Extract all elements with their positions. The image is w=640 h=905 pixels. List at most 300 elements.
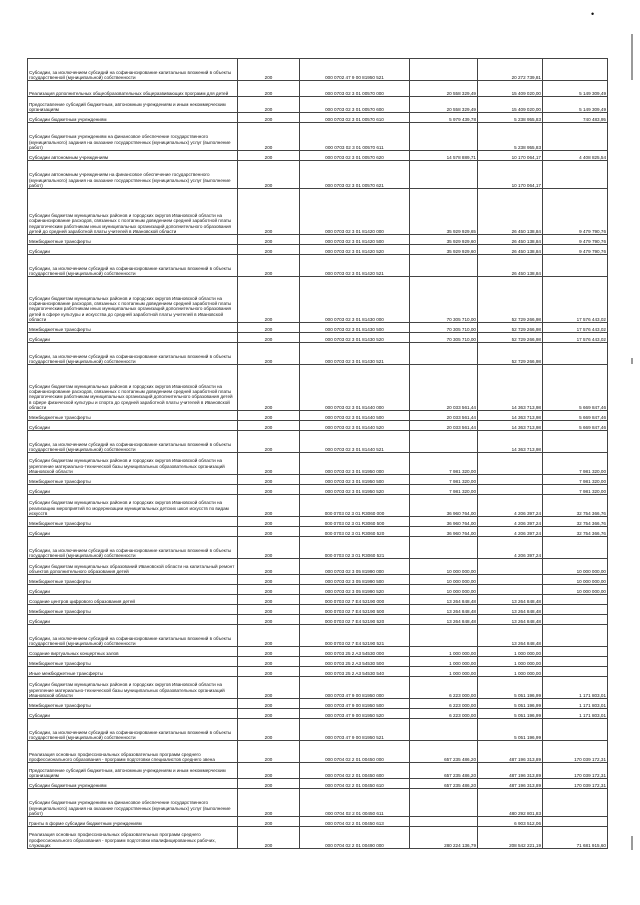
row-budget-code-cell: 000 0704 02 2 01 00450 613	[300, 817, 410, 827]
row-approved-amount-cell: 70 305 710,00	[410, 333, 478, 343]
row-remaining-amount-cell: 1 171 803,01	[543, 699, 608, 709]
table-row	[28, 763, 608, 779]
row-executed-amount-cell: 13 264 848,48	[478, 595, 543, 605]
table-row	[28, 411, 608, 421]
row-budget-code-cell: 000 0703 02 3 01 00570 610	[300, 113, 410, 123]
row-name-cell: Межбюджетные трансферты	[28, 323, 238, 333]
row-name-cell: Субсидии бюджетным учреждениям	[28, 113, 238, 123]
row-name-cell: Субсидии	[28, 709, 238, 719]
row-name-cell: Субсидии автономным учреждениям	[28, 151, 238, 161]
row-executed-amount-cell: 5 051 196,99	[478, 677, 543, 699]
table-row	[28, 277, 608, 323]
row-approved-amount-cell: 35 929 929,60	[410, 235, 478, 245]
row-approved-amount-cell: 10 000 000,00	[410, 575, 478, 585]
table-row	[28, 161, 608, 189]
row-name-cell: Субсидии	[28, 421, 238, 431]
row-admin-code-cell: 200	[238, 81, 300, 97]
row-remaining-amount-cell: 740 483,95	[543, 113, 608, 123]
row-admin-code-cell: 200	[238, 277, 300, 323]
row-remaining-amount-cell	[543, 667, 608, 677]
row-remaining-amount-cell: 9 479 790,76	[543, 245, 608, 255]
row-remaining-amount-cell: 10 000 000,00	[543, 559, 608, 575]
row-approved-amount-cell: 280 224 136,79	[410, 827, 478, 849]
row-approved-amount-cell	[410, 161, 478, 189]
row-admin-code-cell: 200	[238, 113, 300, 123]
row-name-cell: Иные межбюджетные трансферты	[28, 667, 238, 677]
row-admin-code-cell: 200	[238, 343, 300, 365]
row-budget-code-cell: 000 0703 02 3 01 00570 621	[300, 161, 410, 189]
row-remaining-amount-cell	[543, 59, 608, 81]
row-executed-amount-cell: 4 206 397,24	[478, 527, 543, 537]
row-budget-code-cell: 000 0703 47 9 00 81950 521	[300, 719, 410, 741]
row-admin-code-cell: 200	[238, 189, 300, 235]
row-executed-amount-cell	[478, 453, 543, 475]
row-remaining-amount-cell: 32 754 366,76	[543, 495, 608, 517]
row-name-cell: Субсидии автономным учреждениям на финансовое обеспечение государственного (муниципального) задания на оказание государственных (муниципальных) услуг (выполнение работ)	[28, 161, 238, 189]
row-budget-code-cell: 000 0704 02 2 01 00450 610	[300, 779, 410, 789]
row-admin-code-cell: 200	[238, 625, 300, 647]
table-row	[28, 625, 608, 647]
row-approved-amount-cell: 7 981 320,00	[410, 453, 478, 475]
row-admin-code-cell: 200	[238, 763, 300, 779]
row-executed-amount-cell: 20 272 739,81	[478, 59, 543, 81]
row-name-cell: Субсидии бюджетам муниципальных районов и городских округов Ивановской области на укрепление материально-технической базы муниципальных образовательных организаций Ивановской области	[28, 677, 238, 699]
row-name-cell: Субсидии	[28, 527, 238, 537]
table-row	[28, 789, 608, 817]
row-budget-code-cell: 000 0703 02 3 01 00570 000	[300, 81, 410, 97]
row-remaining-amount-cell	[543, 719, 608, 741]
row-remaining-amount-cell: 4 408 825,54	[543, 151, 608, 161]
row-admin-code-cell: 200	[238, 59, 300, 81]
row-admin-code-cell: 200	[238, 667, 300, 677]
row-name-cell: Субсидии бюджетам муниципальных районов и городских округов Ивановской области на софинансирование расходов, связанных с поэтапным доведением средней заработной платы педагогическим работникам муниципальных организаций дополнительного образования детей в сфере физической культуры и спорта до средней заработной платы учителей в Ивановской области	[28, 365, 238, 411]
row-budget-code-cell: 000 0703 02 3 05 81990 500	[300, 575, 410, 585]
row-admin-code-cell: 200	[238, 245, 300, 255]
row-executed-amount-cell: 13 264 848,48	[478, 615, 543, 625]
row-name-cell: Предоставление субсидий бюджетным, автономным учреждениям и иным некоммерческим организациям	[28, 97, 238, 113]
row-executed-amount-cell: 5 051 196,99	[478, 699, 543, 709]
row-executed-amount-cell: 26 450 138,84	[478, 245, 543, 255]
row-name-cell: Субсидии, за исключением субсидий на софинансирование капитальных вложений в объекты государственной (муниципальной) собственности	[28, 537, 238, 559]
row-name-cell: Межбюджетные трансферты	[28, 657, 238, 667]
row-name-cell: Субсидии	[28, 585, 238, 595]
row-remaining-amount-cell: 17 576 443,02	[543, 323, 608, 333]
row-name-cell: Реализация основных профессиональных образовательных программ среднего профессионального образования - программ подготовки специалистов среднего звена	[28, 741, 238, 763]
row-approved-amount-cell	[410, 817, 478, 827]
row-remaining-amount-cell	[543, 255, 608, 277]
row-admin-code-cell: 200	[238, 657, 300, 667]
page-edge-mark	[631, 836, 633, 850]
row-budget-code-cell: 000 0703 47 9 00 81950 000	[300, 677, 410, 699]
table-row	[28, 585, 608, 595]
row-admin-code-cell: 200	[238, 719, 300, 741]
row-remaining-amount-cell: 7 981 320,00	[543, 453, 608, 475]
row-approved-amount-cell	[410, 343, 478, 365]
row-executed-amount-cell: 5 051 196,99	[478, 709, 543, 719]
row-approved-amount-cell	[410, 537, 478, 559]
row-name-cell: Субсидии, за исключением субсидий на софинансирование капитальных вложений в объекты государственной (муниципальной) собственности	[28, 431, 238, 453]
row-executed-amount-cell: 208 542 221,19	[478, 827, 543, 849]
row-executed-amount-cell: 480 292 801,83	[478, 789, 543, 817]
row-remaining-amount-cell: 9 479 790,76	[543, 235, 608, 245]
row-admin-code-cell: 200	[238, 595, 300, 605]
row-admin-code-cell: 200	[238, 411, 300, 421]
row-admin-code-cell: 200	[238, 333, 300, 343]
row-remaining-amount-cell: 5 149 309,49	[543, 81, 608, 97]
row-admin-code-cell: 200	[238, 485, 300, 495]
row-remaining-amount-cell	[543, 343, 608, 365]
row-executed-amount-cell: 5 238 955,83	[478, 113, 543, 123]
row-executed-amount-cell: 13 264 848,48	[478, 605, 543, 615]
row-executed-amount-cell: 4 206 397,24	[478, 537, 543, 559]
row-remaining-amount-cell: 10 000 000,00	[543, 575, 608, 585]
row-admin-code-cell: 200	[238, 421, 300, 431]
row-admin-code-cell: 200	[238, 699, 300, 709]
row-remaining-amount-cell: 170 039 172,31	[543, 763, 608, 779]
row-remaining-amount-cell	[543, 537, 608, 559]
table-row	[28, 559, 608, 575]
row-admin-code-cell: 200	[238, 779, 300, 789]
page-corner-mark: •	[591, 9, 595, 19]
row-budget-code-cell: 000 0704 02 2 01 00450 000	[300, 741, 410, 763]
table-row	[28, 333, 608, 343]
row-approved-amount-cell: 20 558 329,49	[410, 81, 478, 97]
table-row	[28, 537, 608, 559]
table-row	[28, 517, 608, 527]
row-approved-amount-cell	[410, 719, 478, 741]
row-approved-amount-cell: 36 960 764,00	[410, 527, 478, 537]
row-approved-amount-cell: 20 033 561,44	[410, 411, 478, 421]
row-executed-amount-cell	[478, 585, 543, 595]
row-approved-amount-cell	[410, 431, 478, 453]
table-row	[28, 59, 608, 81]
row-name-cell: Межбюджетные трансферты	[28, 517, 238, 527]
table-row	[28, 817, 608, 827]
row-budget-code-cell: 000 0703 02 3 01 81440 500	[300, 411, 410, 421]
row-admin-code-cell: 200	[238, 161, 300, 189]
row-admin-code-cell: 200	[238, 827, 300, 849]
row-name-cell: Субсидии	[28, 333, 238, 343]
row-name-cell: Субсидии бюджетам муниципальных образований Ивановской области на капитальный ремонт объектов дополнительного образования детей	[28, 559, 238, 575]
row-budget-code-cell: 000 0703 02 3 01 00570 600	[300, 97, 410, 113]
row-approved-amount-cell	[410, 59, 478, 81]
row-admin-code-cell: 200	[238, 323, 300, 333]
table-row	[28, 827, 608, 849]
row-name-cell: Создание виртуальных концертных залов	[28, 647, 238, 657]
row-executed-amount-cell: 26 450 138,84	[478, 189, 543, 235]
row-remaining-amount-cell: 5 669 847,46	[543, 411, 608, 421]
table-row	[28, 97, 608, 113]
row-remaining-amount-cell: 1 171 803,01	[543, 709, 608, 719]
table-row	[28, 475, 608, 485]
row-admin-code-cell: 200	[238, 365, 300, 411]
row-approved-amount-cell: 7 981 320,00	[410, 475, 478, 485]
row-approved-amount-cell: 35 929 929,65	[410, 189, 478, 235]
table-row	[28, 453, 608, 475]
row-executed-amount-cell: 10 170 064,17	[478, 161, 543, 189]
row-name-cell: Межбюджетные трансферты	[28, 411, 238, 421]
row-name-cell: Межбюджетные трансферты	[28, 575, 238, 585]
row-budget-code-cell: 000 0704 02 2 01 00490 000	[300, 827, 410, 849]
table-body	[28, 59, 608, 849]
row-remaining-amount-cell: 32 754 366,76	[543, 527, 608, 537]
row-admin-code-cell: 200	[238, 517, 300, 527]
row-remaining-amount-cell	[543, 817, 608, 827]
table-row	[28, 485, 608, 495]
row-remaining-amount-cell: 7 981 320,00	[543, 475, 608, 485]
row-executed-amount-cell: 15 409 020,00	[478, 97, 543, 113]
table-row	[28, 343, 608, 365]
row-executed-amount-cell: 5 238 955,83	[478, 123, 543, 151]
table-row	[28, 189, 608, 235]
row-name-cell: Субсидии	[28, 245, 238, 255]
row-approved-amount-cell	[410, 789, 478, 817]
row-budget-code-cell: 000 0703 02 3 01 R3060 000	[300, 495, 410, 517]
row-executed-amount-cell: 1 000 000,00	[478, 667, 543, 677]
row-admin-code-cell: 200	[238, 255, 300, 277]
row-executed-amount-cell: 10 170 064,17	[478, 151, 543, 161]
row-executed-amount-cell: 14 363 713,98	[478, 431, 543, 453]
row-executed-amount-cell: 4 206 397,24	[478, 517, 543, 527]
row-remaining-amount-cell: 5 149 309,49	[543, 97, 608, 113]
row-approved-amount-cell: 1 000 000,00	[410, 647, 478, 657]
row-executed-amount-cell: 26 450 138,84	[478, 255, 543, 277]
table-row	[28, 245, 608, 255]
table-row	[28, 323, 608, 333]
row-budget-code-cell: 000 0703 02 3 01 R3060 521	[300, 537, 410, 559]
row-budget-code-cell: 000 0703 02 7 E4 52190 000	[300, 595, 410, 605]
row-remaining-amount-cell: 7 981 320,00	[543, 485, 608, 495]
row-remaining-amount-cell	[543, 123, 608, 151]
row-name-cell: Субсидии бюджетам муниципальных районов и городских округов Ивановской области на реализацию мероприятий по модернизации муниципальных детских школ искусств по видам искусств	[28, 495, 238, 517]
row-executed-amount-cell: 14 363 713,98	[478, 365, 543, 411]
row-admin-code-cell: 200	[238, 789, 300, 817]
row-admin-code-cell: 200	[238, 605, 300, 615]
row-executed-amount-cell: 13 264 848,48	[478, 625, 543, 647]
row-budget-code-cell: 000 0703 25 2 A3 54530 000	[300, 647, 410, 657]
row-budget-code-cell: 000 0703 25 2 A3 54530 540	[300, 667, 410, 677]
row-executed-amount-cell: 26 450 138,84	[478, 235, 543, 245]
row-name-cell: Субсидии	[28, 615, 238, 625]
row-name-cell: Субсидии, за исключением субсидий на софинансирование капитальных вложений в объекты государственной (муниципальной) собственности	[28, 59, 238, 81]
row-name-cell: Субсидии, за исключением субсидий на софинансирование капитальных вложений в объекты государственной (муниципальной) собственности	[28, 719, 238, 741]
table-row	[28, 421, 608, 431]
row-approved-amount-cell: 13 264 848,48	[410, 605, 478, 615]
row-name-cell: Межбюджетные трансферты	[28, 605, 238, 615]
row-executed-amount-cell	[478, 475, 543, 485]
row-name-cell: Межбюджетные трансферты	[28, 699, 238, 709]
row-remaining-amount-cell	[543, 605, 608, 615]
row-remaining-amount-cell: 5 669 847,46	[543, 421, 608, 431]
row-budget-code-cell: 000 0703 02 3 01 81430 520	[300, 333, 410, 343]
table-row	[28, 81, 608, 97]
row-remaining-amount-cell: 17 576 443,02	[543, 333, 608, 343]
row-executed-amount-cell	[478, 575, 543, 585]
row-budget-code-cell: 000 0704 02 2 01 00450 600	[300, 763, 410, 779]
row-remaining-amount-cell: 1 171 803,01	[543, 677, 608, 699]
row-budget-code-cell: 000 0703 02 3 01 81420 520	[300, 245, 410, 255]
row-budget-code-cell: 000 0703 02 7 E4 52190 500	[300, 605, 410, 615]
row-executed-amount-cell: 5 051 196,99	[478, 719, 543, 741]
row-approved-amount-cell: 20 033 561,44	[410, 421, 478, 431]
row-remaining-amount-cell	[543, 789, 608, 817]
row-budget-code-cell: 000 0703 02 3 05 81990 000	[300, 559, 410, 575]
row-executed-amount-cell: 487 196 313,89	[478, 779, 543, 789]
table-row	[28, 657, 608, 667]
row-admin-code-cell: 200	[238, 97, 300, 113]
row-remaining-amount-cell	[543, 657, 608, 667]
row-budget-code-cell: 000 0703 02 3 01 00570 620	[300, 151, 410, 161]
row-approved-amount-cell: 657 235 486,20	[410, 763, 478, 779]
row-approved-amount-cell: 1 000 000,00	[410, 657, 478, 667]
row-name-cell: Субсидии	[28, 485, 238, 495]
table-row	[28, 779, 608, 789]
row-executed-amount-cell: 1 000 000,00	[478, 657, 543, 667]
row-name-cell: Реализация дополнительных общеобразовательных общеразвивающих программ для детей	[28, 81, 238, 97]
table-row	[28, 113, 608, 123]
table-row	[28, 495, 608, 517]
table-row	[28, 151, 608, 161]
row-budget-code-cell: 000 0703 02 3 01 81440 520	[300, 421, 410, 431]
row-approved-amount-cell	[410, 625, 478, 647]
row-name-cell: Субсидии бюджетным учреждениям	[28, 779, 238, 789]
row-remaining-amount-cell	[543, 595, 608, 605]
row-budget-code-cell: 000 0703 02 3 01 81430 521	[300, 343, 410, 365]
row-executed-amount-cell	[478, 485, 543, 495]
row-budget-code-cell: 000 0703 02 3 01 R3060 500	[300, 517, 410, 527]
row-remaining-amount-cell	[543, 647, 608, 657]
row-budget-code-cell: 000 0703 02 3 01 81430 500	[300, 323, 410, 333]
row-remaining-amount-cell: 170 039 172,31	[543, 779, 608, 789]
row-admin-code-cell: 200	[238, 235, 300, 245]
row-executed-amount-cell: 14 363 713,98	[478, 421, 543, 431]
row-remaining-amount-cell	[543, 431, 608, 453]
row-admin-code-cell: 200	[238, 453, 300, 475]
row-approved-amount-cell: 6 223 000,00	[410, 699, 478, 709]
table-row	[28, 365, 608, 411]
row-admin-code-cell: 200	[238, 495, 300, 517]
row-remaining-amount-cell: 10 000 000,00	[543, 585, 608, 595]
row-approved-amount-cell: 36 960 764,00	[410, 495, 478, 517]
row-budget-code-cell: 000 0703 02 3 01 81950 520	[300, 485, 410, 495]
row-admin-code-cell: 200	[238, 677, 300, 699]
table-row	[28, 647, 608, 657]
row-remaining-amount-cell: 170 039 172,31	[543, 741, 608, 763]
row-budget-code-cell: 000 0703 02 3 01 81440 000	[300, 365, 410, 411]
row-admin-code-cell: 200	[238, 559, 300, 575]
row-executed-amount-cell: 15 409 020,00	[478, 81, 543, 97]
row-remaining-amount-cell	[543, 615, 608, 625]
row-executed-amount-cell: 1 000 000,00	[478, 647, 543, 657]
row-remaining-amount-cell: 71 681 915,60	[543, 827, 608, 849]
row-budget-code-cell: 000 0703 02 3 05 81990 520	[300, 585, 410, 595]
row-name-cell: Реализация основных профессиональных образовательных программ среднего профессионального образования - программ подготовки квалифицированных рабочих, служащих	[28, 827, 238, 849]
table-row	[28, 615, 608, 625]
row-name-cell: Субсидии бюджетам муниципальных районов и городских округов Ивановской области на укрепление материально-технической базы муниципальных образовательных организаций Ивановской области	[28, 453, 238, 475]
row-budget-code-cell: 000 0703 02 3 01 81440 521	[300, 431, 410, 453]
row-budget-code-cell: 000 0703 02 3 01 81950 500	[300, 475, 410, 485]
row-executed-amount-cell: 6 903 512,06	[478, 817, 543, 827]
table-row	[28, 431, 608, 453]
table-row	[28, 667, 608, 677]
row-remaining-amount-cell: 5 669 847,46	[543, 365, 608, 411]
row-remaining-amount-cell: 9 479 790,76	[543, 189, 608, 235]
row-budget-code-cell: 000 0703 02 3 01 R3060 520	[300, 527, 410, 537]
table-row	[28, 699, 608, 709]
row-approved-amount-cell: 13 264 848,48	[410, 595, 478, 605]
row-approved-amount-cell: 13 264 848,48	[410, 615, 478, 625]
row-approved-amount-cell: 14 578 889,71	[410, 151, 478, 161]
row-budget-code-cell: 000 0703 02 3 01 81950 000	[300, 453, 410, 475]
table-row	[28, 595, 608, 605]
table-row	[28, 709, 608, 719]
row-budget-code-cell: 000 0703 02 3 01 00570 611	[300, 123, 410, 151]
row-approved-amount-cell	[410, 123, 478, 151]
row-budget-code-cell: 000 0702 47 9 00 81950 521	[300, 59, 410, 81]
row-admin-code-cell: 200	[238, 475, 300, 485]
row-admin-code-cell: 200	[238, 123, 300, 151]
row-admin-code-cell: 200	[238, 709, 300, 719]
row-name-cell: Создание центров цифрового образования детей	[28, 595, 238, 605]
row-name-cell: Субсидии бюджетам муниципальных районов и городских округов Ивановской области на софинансирование расходов, связанных с поэтапным доведением средней заработной платы педагогическим работникам иных муниципальных организаций дополнительного образования детей в сфере культуры и искусства до средней заработной платы учителей в Ивановской области	[28, 277, 238, 323]
budget-execution-table	[27, 58, 608, 849]
row-approved-amount-cell	[410, 255, 478, 277]
table-row	[28, 719, 608, 741]
table-row	[28, 575, 608, 585]
row-approved-amount-cell: 70 305 710,00	[410, 323, 478, 333]
row-admin-code-cell: 200	[238, 431, 300, 453]
table-row	[28, 123, 608, 151]
row-approved-amount-cell: 7 981 320,00	[410, 485, 478, 495]
row-approved-amount-cell: 6 223 000,00	[410, 709, 478, 719]
row-admin-code-cell: 200	[238, 585, 300, 595]
row-approved-amount-cell: 10 000 000,00	[410, 559, 478, 575]
row-admin-code-cell: 200	[238, 817, 300, 827]
row-admin-code-cell: 200	[238, 537, 300, 559]
row-approved-amount-cell: 20 558 329,49	[410, 97, 478, 113]
row-approved-amount-cell: 20 033 561,44	[410, 365, 478, 411]
row-approved-amount-cell: 10 000 000,00	[410, 585, 478, 595]
row-budget-code-cell: 000 0703 02 3 01 81430 000	[300, 277, 410, 323]
row-admin-code-cell: 200	[238, 615, 300, 625]
row-approved-amount-cell: 657 235 486,20	[410, 741, 478, 763]
row-executed-amount-cell: 52 729 266,98	[478, 343, 543, 365]
row-name-cell: Межбюджетные трансферты	[28, 475, 238, 485]
row-name-cell: Субсидии, за исключением субсидий на софинансирование капитальных вложений в объекты государственной (муниципальной) собственности	[28, 625, 238, 647]
row-admin-code-cell: 200	[238, 151, 300, 161]
row-executed-amount-cell: 14 363 713,98	[478, 411, 543, 421]
row-name-cell: Гранты в форме субсидии бюджетным учреждениям	[28, 817, 238, 827]
page-edge-mark	[631, 34, 633, 80]
row-remaining-amount-cell: 32 754 366,76	[543, 517, 608, 527]
row-budget-code-cell: 000 0704 02 2 01 00450 611	[300, 789, 410, 817]
row-admin-code-cell: 200	[238, 741, 300, 763]
row-name-cell: Субсидии, за исключением субсидий на софинансирование капитальных вложений в объекты государственной (муниципальной) собственности	[28, 255, 238, 277]
row-admin-code-cell: 200	[238, 527, 300, 537]
table-row	[28, 527, 608, 537]
row-budget-code-cell: 000 0703 02 3 01 81420 500	[300, 235, 410, 245]
row-name-cell: Субсидии бюджетным учреждениям на финансовое обеспечение государственного (муниципального) задания на оказание государственных (муниципальных) услуг (выполнение работ)	[28, 123, 238, 151]
row-executed-amount-cell: 52 729 266,98	[478, 333, 543, 343]
row-remaining-amount-cell	[543, 161, 608, 189]
row-budget-code-cell: 000 0703 02 7 E4 52190 521	[300, 625, 410, 647]
row-approved-amount-cell: 1 000 000,00	[410, 667, 478, 677]
row-name-cell: Субсидии, за исключением субсидий на софинансирование капитальных вложений в объекты государственной (муниципальной) собственности	[28, 343, 238, 365]
row-budget-code-cell: 000 0703 47 9 00 81950 500	[300, 699, 410, 709]
row-name-cell: Межбюджетные трансферты	[28, 235, 238, 245]
row-executed-amount-cell: 52 729 266,98	[478, 323, 543, 333]
row-budget-code-cell: 000 0703 02 7 E4 52190 520	[300, 615, 410, 625]
